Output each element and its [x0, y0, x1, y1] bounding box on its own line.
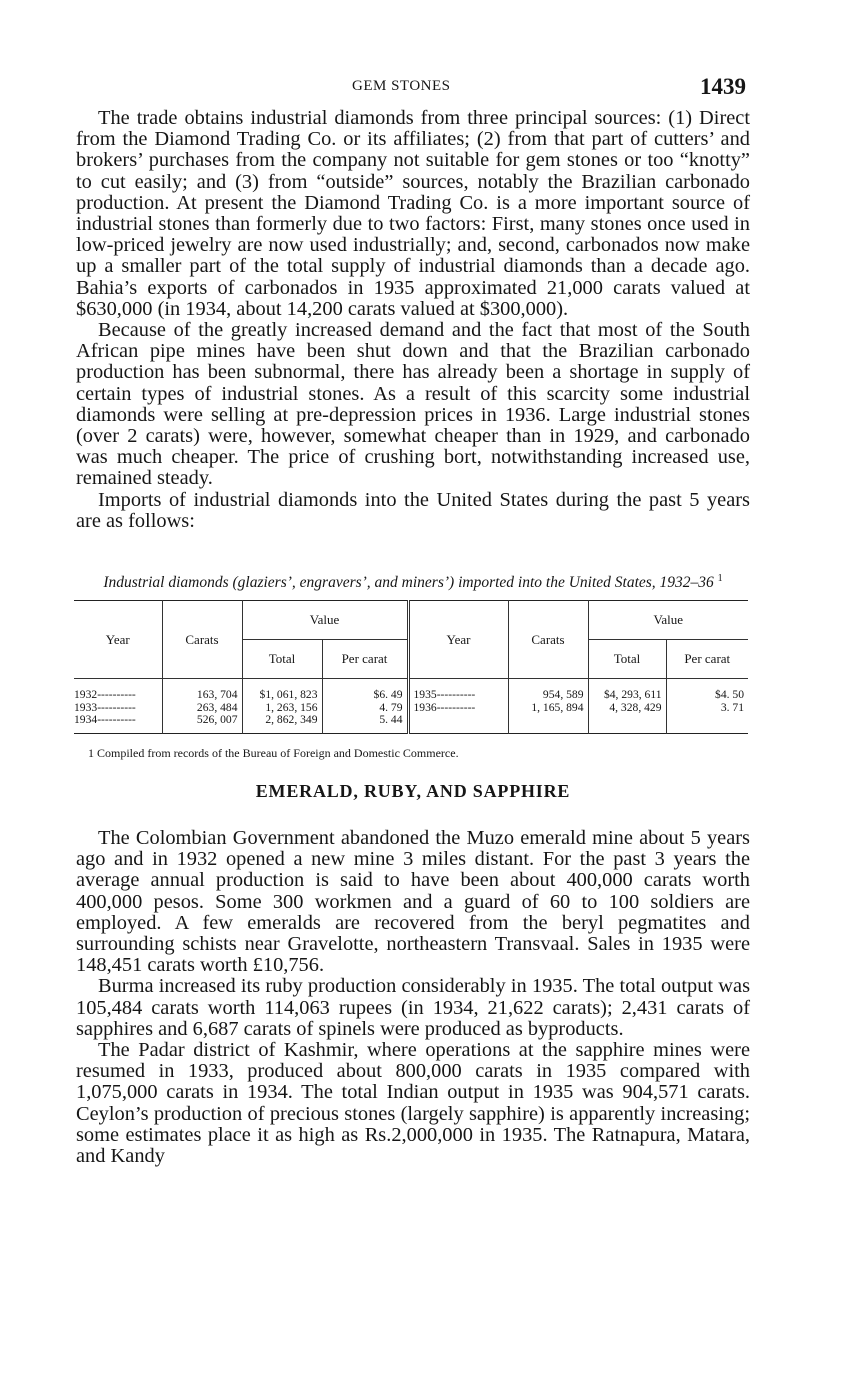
- running-title: GEM STONES: [352, 78, 451, 94]
- totals-right-cell: [588, 679, 666, 734]
- carats-1935: 954, 589: [542, 688, 584, 702]
- totals-left-cell: [242, 679, 322, 734]
- carats-right-cell: [508, 679, 588, 734]
- carats-1933: 263, 484: [196, 700, 238, 714]
- years-left-cell: [74, 679, 162, 734]
- total-1933: 1, 263, 156: [265, 700, 318, 714]
- per-carat-1936: 3. 71: [720, 700, 744, 714]
- header-year-right: Year: [408, 601, 508, 679]
- paragraph-sources: The trade obtains industrial diamonds from three principal sources: (1) Direct from the Diamond Trading Co. or its affiliates; (2) from that part of cutters’ and brokers’ purchases from the company not suitable for gem stones or too “knotty” to cut easily; and (3) from “outside” sources, notably the Brazilian carbonado production. At present the Diamond Trading Co. is a more important source of industrial stones than formerly due to two factors: First, many stones once used in low-priced jewelry are now used industrially; and, second, carbonados now make up a smaller part of the total supply of industrial diamonds than a decade ago. Bahia’s exports of carbonados in 1935 approximated 21,000 carats valued at $630,000 (in 1934, about 14,200 carats valued at $300,000).: [76, 107, 750, 320]
- total-1936: 4, 328, 429: [609, 700, 662, 714]
- table-header-row: [74, 601, 748, 640]
- years-right-cell: [408, 679, 508, 734]
- header-total-left: Total: [242, 640, 322, 679]
- carats-1934: 526, 007: [196, 713, 238, 727]
- table-data-row: [74, 679, 748, 734]
- per-carat-right-cell: [666, 679, 748, 734]
- paragraph-sapphire: The Padar district of Kashmir, where operations at the sapphire mines were resumed in 1933, produced about 800,000 carats in 1935 compared with 1,075,000 carats in 1934. The total Indian output in 1935 was 904,571 carats. Ceylon’s production of precious stones (largely sapphire) is apparently increasing; some estimates place it as high as Rs.2,000,000 in 1935. The Ratnapura, Matara, and Kandy: [76, 1039, 750, 1168]
- per-carat-1932: $6. 49: [373, 688, 403, 702]
- year-1934: 1934----------: [74, 713, 136, 727]
- total-1934: 2, 862, 349: [265, 713, 318, 727]
- paragraph-ruby: Burma increased its ruby production considerably in 1935. The total output was 105,484 carats worth 114,063 rupees (in 1934, 21,622 carats); 2,431 carats of sapphires and 6,687 carats of spinels were produced as byproducts.: [76, 975, 750, 1040]
- page-number: 1439: [700, 74, 746, 99]
- header-carats-left: Carats: [162, 601, 242, 679]
- year-1936: 1936----------: [413, 700, 476, 714]
- header-per-carat-right: Per carat: [666, 640, 748, 679]
- header-value-right: Value: [588, 601, 748, 640]
- imports-table-wrapper: [74, 600, 748, 734]
- paragraph-imports-intro: Imports of industrial diamonds into the United States during the past 5 years are as follows:: [76, 488, 750, 532]
- footnote-text: Compiled from records of the Bureau of Foreign and Domestic Commerce.: [97, 746, 459, 760]
- document-page: [76, 74, 750, 1167]
- header-per-carat-left: Per carat: [322, 640, 408, 679]
- header-total-right: Total: [588, 640, 666, 679]
- table-caption: [76, 570, 750, 592]
- table-footnote: [88, 746, 750, 761]
- year-1932: 1932----------: [74, 688, 136, 702]
- year-1935: 1935----------: [413, 688, 476, 702]
- total-1935: $4, 293, 611: [603, 688, 662, 702]
- section-heading: EMERALD, RUBY, AND SAPPHIRE: [255, 781, 571, 801]
- paragraph-demand: Because of the greatly increased demand and the fact that most of the South African pipe mines have been shut down and that the Brazilian carbonado production has been subnormal, there has already been a shortage in supply of certain types of industrial stones. As a result of this scarcity some industrial diamonds were selling at pre-depression prices in 1936. Large industrial stones (over 2 carats) were, however, somewhat cheaper than in 1929, and carbonado was much cheaper. The price of crushing bort, notwithstanding increased use, remained steady.: [76, 319, 750, 490]
- total-1932: $1, 061, 823: [259, 688, 318, 702]
- footnote-mark: 1: [88, 746, 94, 760]
- carats-1932: 163, 704: [196, 688, 238, 702]
- carats-1936: 1, 165, 894: [531, 700, 584, 714]
- table-caption-text: Industrial diamonds (glaziers’, engravers’, and miners’) imported into the United States, 1932–36: [103, 574, 714, 592]
- imports-table: [74, 600, 748, 734]
- carats-left-cell: [162, 679, 242, 734]
- header-carats-right: Carats: [508, 601, 588, 679]
- per-carat-left-cell: [322, 679, 408, 734]
- header-value-left: Value: [242, 601, 408, 640]
- running-header: [76, 74, 750, 108]
- header-year-left: Year: [74, 601, 162, 679]
- per-carat-1933: 4. 79: [379, 700, 403, 714]
- caption-footnote-mark: 1: [717, 573, 723, 585]
- year-1933: 1933----------: [74, 700, 136, 714]
- per-carat-1935: $4. 50: [715, 688, 744, 702]
- per-carat-1934: 5. 44: [379, 713, 403, 727]
- paragraph-emerald: The Colombian Government abandoned the Muzo emerald mine about 5 years ago and in 1932 opened a new mine 3 miles distant. For the past 3 years the average annual production is said to have been about 400,000 carats worth 400,000 pesos. Some 300 workmen and a guard of 60 to 100 soldiers are employed. A few emeralds are recovered from the beryl pegmatites and surrounding schists near Gravelotte, northeastern Transvaal. Sales in 1935 were 148,451 carats worth £10,756.: [76, 827, 750, 977]
